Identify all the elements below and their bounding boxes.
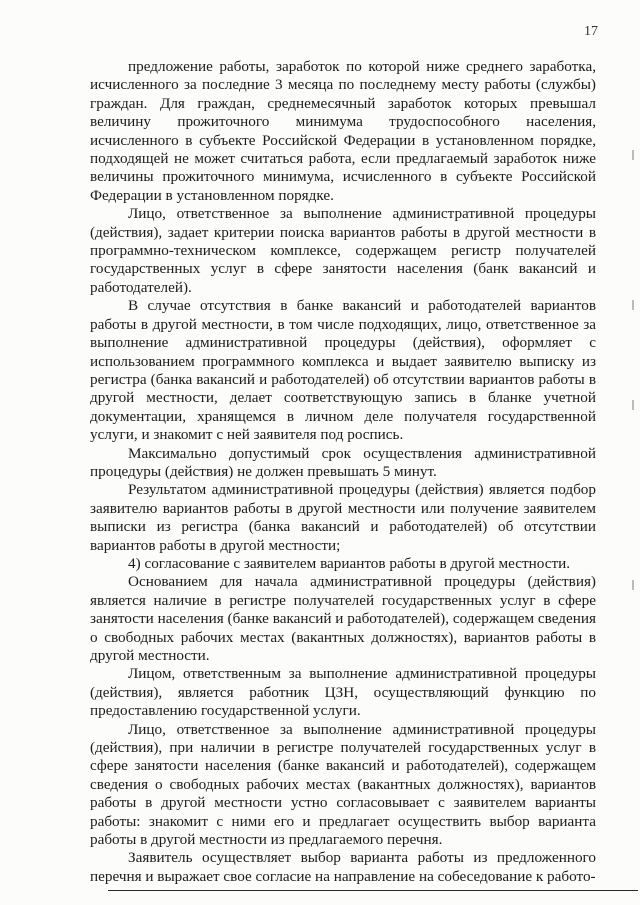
paragraph-5: Результатом административной процедуры (действия) является подбор заявителю вариантов работы в другой местности или получение заявителем выписки из регистра (банка вакансий и работодателей) об отсутствии вариантов работы в другой местности; — [90, 481, 596, 554]
paragraph-9: Лицо, ответственное за выполнение административной процедуры (действия), при наличии в регистре получателей государственных услуг в сфере занятости населения (банке вакансий и работодателей), содержащем сведения о свободных рабочих местах (вакантных должностях), вариантов работы в другой местности устно согласовывает с заявителем варианты работы: знакомит с ними его и предлагает осуществить выбор варианта работы в другой местности из предлагаемого перечня. — [90, 720, 596, 849]
scan-edge-mark — [632, 580, 634, 590]
paragraph-6: 4) согласование с заявителем вариантов работы в другой местности. — [128, 554, 571, 572]
paragraph-7: Основанием для начала административной процедуры (действия) является наличие в регистре получателей государственных услуг в сфере занятости населения (банке вакансий и работодателей), содержащем сведения о свободных рабочих местах (вакантных должностях), вариантов работы в другой местности. — [90, 573, 596, 664]
paragraph-1: предложение работы, заработок по которой ниже среднего заработка, исчисленного за последние 3 месяца по последнему месту работы (службы) граждан. Для граждан, среднемесячный заработок которых превышал величину прожиточного минимума трудоспособного населения, исчисленного в субъекте Российской Федерации в установленном порядке, подходящей не может считаться работа, если предлагаемый заработок ниже величины прожиточного минимума, исчисленного в субъекте Российской Федерации в установленном порядке. — [90, 58, 596, 204]
paragraph-8: Лицом, ответственным за выполнение административной процедуры (действия), является работник ЦЗН, осуществляющий функцию по предоставлению государственной услуги. — [90, 665, 596, 720]
scan-edge-mark — [632, 300, 634, 310]
scan-edge-mark — [632, 400, 634, 410]
paragraph-2: Лицо, ответственное за выполнение административной процедуры (действия), задает критерии поиска вариантов работы в другой местности в программно-техническом комплексе, содержащем регистр получателей государственных услуг в сфере занятости населения (банк вакансий и работодателей). — [90, 205, 596, 296]
bottom-rule — [108, 890, 638, 891]
page-number: 17 — [584, 24, 598, 39]
paragraph-3: В случае отсутствия в банке вакансий и работодателей вариантов работы в другой местности, в том числе подходящих, лицо, ответственное за выполнение административной процедуры (действия), оформляет с использованием программного комплекса и выдает заявителю выписку из регистра (банка вакансий и работодателей) об отсутствии вариантов работы в другой местности, делает соответствующую запись в бланке учетной документации, хранящемся в личном деле получателя государственной услуги, и знакомит с ней заявителя под роспись. — [90, 297, 596, 444]
paragraph-10: Заявитель осуществляет выбор варианта работы из предложенного перечня и выражает свое согласие на направление на собеседование к работо- — [90, 849, 596, 885]
scan-edge-mark — [632, 150, 634, 160]
paragraph-4: Максимально допустимый срок осуществления административной процедуры (действия) не должен превышать 5 минут. — [90, 444, 596, 480]
document-body — [90, 58, 596, 886]
